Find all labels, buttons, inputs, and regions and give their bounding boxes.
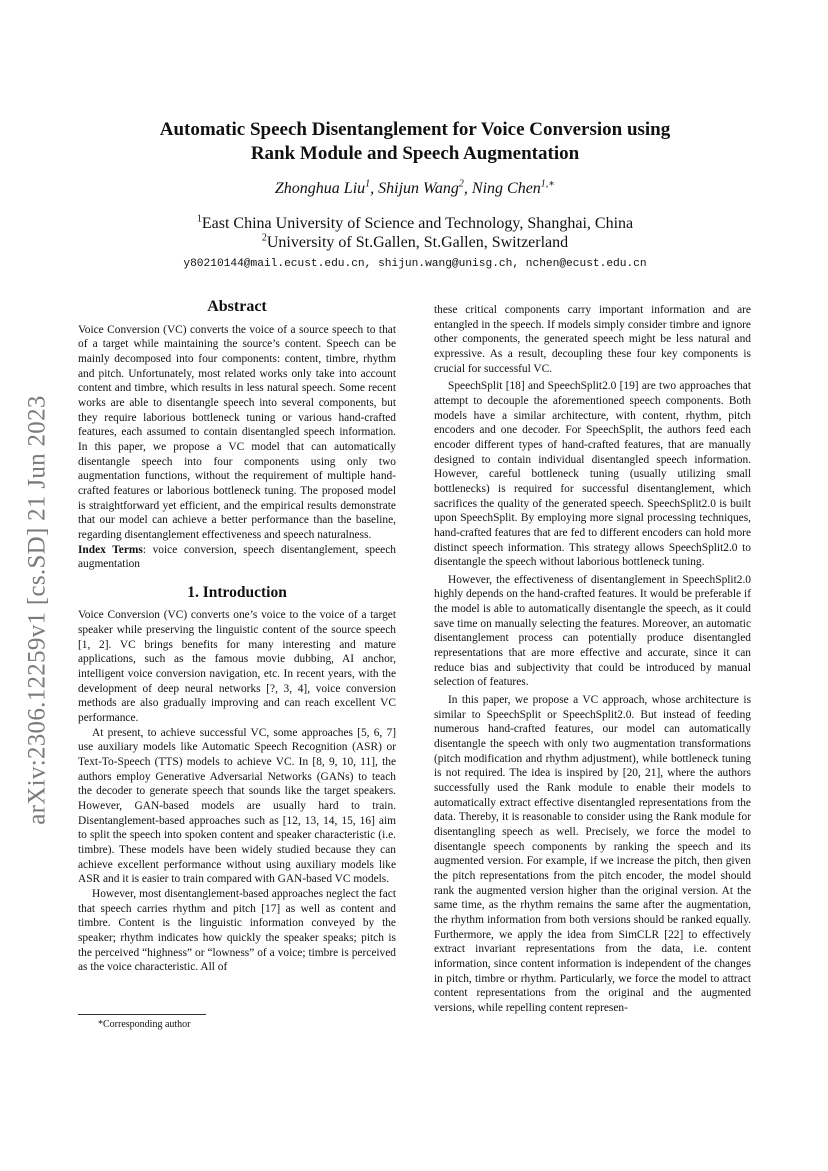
arxiv-stamp: arXiv:2306.12259v1 [cs.SD] 21 Jun 2023 xyxy=(24,395,51,825)
abstract-heading: Abstract xyxy=(207,298,267,315)
title-line-1: Automatic Speech Disentanglement for Voice Conversion using xyxy=(159,119,671,140)
intro-paragraph: these critical components carry important information and are entangled in the speech. If models simply consider timbre and ignore other components, the generated speech might be less natural and expressive. As a result, decoupling these four key components is crucial for successful VC. xyxy=(434,304,751,375)
abstract-text: Voice Conversion (VC) converts the voice of a source speech to that of a target while maintaining the source’s content. Speech can be mainly decomposed into four components: content, timbre, rhythm and pitch. Unfortunately, most related works only take into account content and timbre, which results in less natural speech. Some recent works are able to disentangle speech into several components, but they require laborious bottleneck tuning or various hand-crafted features, each assumed to contain disentangled speech information. In this paper, we propose a VC model that can automatically disentangle speech into four components using only two augmentation functions, without the requirement of multiple hand-crafted features or laborious bottleneck tuning. The proposed model is straightforward yet efficient, and the empirical results demonstrate that our model can achieve a better performance than the baseline, regarding disentanglement effectiveness and speech naturalness. xyxy=(78,323,396,541)
intro-paragraph: Voice Conversion (VC) converts one’s voice to the voice of a target speaker while preserving the linguistic content of the source speech [1, 2]. VC brings benefits for many interesting and mature applications, such as the famous movie dubbing, AI anchor, intelligent voice conversion navigation, etc. In recent years, with the development of deep neural networks [?, 3, 4], voice conversion methods are also gradually improving and can reach excellent VC performance. xyxy=(78,609,396,725)
intro-paragraph: At present, to achieve successful VC, some approaches [5, 6, 7] use auxiliary models like Automatic Speech Recognition (ASR) or Text-To-Speech (TTS) models to achieve VC. In [8, 9, 10, 11], the authors employ Generative Adversarial Networks (GANs) to teach the decoder to generate speech that sounds like the target speakers. However, GAN-based models are usually hard to train. Disentanglement-based approaches such as [12, 13, 14, 15, 16] aim to split the speech into spoken content and speaker characteristic (i.e. timbre). These models have been widely studied because they can achieve excellent performance without using auxiliary models like ASR and it is easier to train compared with GAN-based VC models. xyxy=(78,726,396,886)
author-affil-sup: 1,∗ xyxy=(540,178,556,190)
affiliations xyxy=(80,214,750,252)
author-name: Zhonghua Liu xyxy=(274,180,366,197)
intro-paragraph: SpeechSplit [18] and SpeechSplit2.0 [19] are two approaches that attempt to decouple the aforementioned speech components. Both models have a similar architecture, with content, rhythm, pitch encoders and one decoder. For SpeechSplit, the authors feed each encoder different types of hand-crafted features, that are manually designed to contain individual disentangled speech information. However, careful bottleneck tuning (usually utilizing small bottlenecks) is required for successful disentanglement, which sacrifices the quality of the generated speech. SpeechSplit2.0 is built upon SpeechSplit. By employing more signal processing techniques, hand-crafted features that are fed to different encoders can hold more distinct speech information. This strategy allows SpeechSplit2.0 to disentangle the speech without laborious bottleneck tuning. xyxy=(434,380,751,569)
title-line-2: Rank Module and Speech Augmentation xyxy=(250,143,580,164)
intro-paragraph: However, the effectiveness of disentanglement in SpeechSplit2.0 highly depends on the hand-crafted features. It would be preferable if the model is able to automatically disentangle the speech, as it could save time on manually selecting the features. Moreover, an automatic disentanglement process can potentially produce disentangled representations that are more effective and accurate, since it can reduce bias and subjectivity that could be introduced by manual selection of features. xyxy=(434,573,751,689)
author-emails: y80210144@mail.ecust.edu.cn, shijun.wang@unisg.ch, nchen@ecust.edu.cn xyxy=(183,258,647,270)
footnote-rule xyxy=(78,1014,206,1015)
footnote xyxy=(78,1014,396,1030)
index-terms-label: Index Terms xyxy=(78,543,143,556)
affiliation-2: $^2$University of St.Gallen, St.Gallen, Switzerland xyxy=(261,232,569,251)
index-terms xyxy=(78,543,396,572)
left-column xyxy=(78,300,396,975)
paper-title xyxy=(80,118,750,166)
author-affil-sup: 2 xyxy=(458,178,464,190)
intro-paragraph: However, most disentanglement-based approaches neglect the fact that speech carries rhythm and pitch [17] as well as content and timbre. Content is the linguistic information conveyed by the speaker; rhythm indicates how quickly the speaker speaks; pitch is the perceived “highness” or “lowness” of a voice; timbre is perceived as the voice characteristic. All of xyxy=(78,887,396,974)
intro-paragraph: In this paper, we propose a VC approach, whose architecture is similar to SpeechSplit or SpeechSplit2.0. But instead of feeding numerous hand-crafted features, our model can automatically disentangle the speech with only two augmentation transformations (pitch modification and rhythm adjustment), while bottleneck tuning is not required. The idea is inspired by [20, 21], where the authors successfully used the Rank module to enable their models to automatically extract effective disentangled representations from the data. Thereby, it is reasonable to consider using the Rank module for disentangling speech as well. Precisely, we force the model to disentangle speech components by ranking the speech and its augmented version. For example, if we increase the pitch, then given the pitch representations from the pitch encoder, the model should rank the augmented version higher than the original version. At the same time, as the rhythm remains the same after the augmentation, the rhythm information from both versions should be ranked equally. Furthermore, we apply the idea from SimCLR [22] to effectively extract invariant representations from the data, i.e. content information, since content information is independent of the changes in pitch, timbre or rhythm. Particularly, we force the model to attract content representations from the original and the augmented versions, while repelling content represen- xyxy=(434,694,751,1014)
author-name: Shijun Wang xyxy=(378,180,459,197)
right-column xyxy=(434,303,751,1016)
author-name: Ning Chen xyxy=(471,180,541,197)
footnote-text: *Corresponding author xyxy=(98,1019,191,1030)
index-terms-text: : voice conversion, speech disentanglement, speech augmentation xyxy=(78,543,396,571)
introduction-heading: 1. Introduction xyxy=(187,583,287,601)
affiliation-1: $^1$East China University of Science and Technology, Shanghai, China xyxy=(196,213,634,232)
author-list: Zhonghua Liu$^1$, Shijun Wang$^2$, Ning Chen$^{1,∗}$ xyxy=(274,178,556,197)
author-affil-sup: 1 xyxy=(365,178,371,190)
